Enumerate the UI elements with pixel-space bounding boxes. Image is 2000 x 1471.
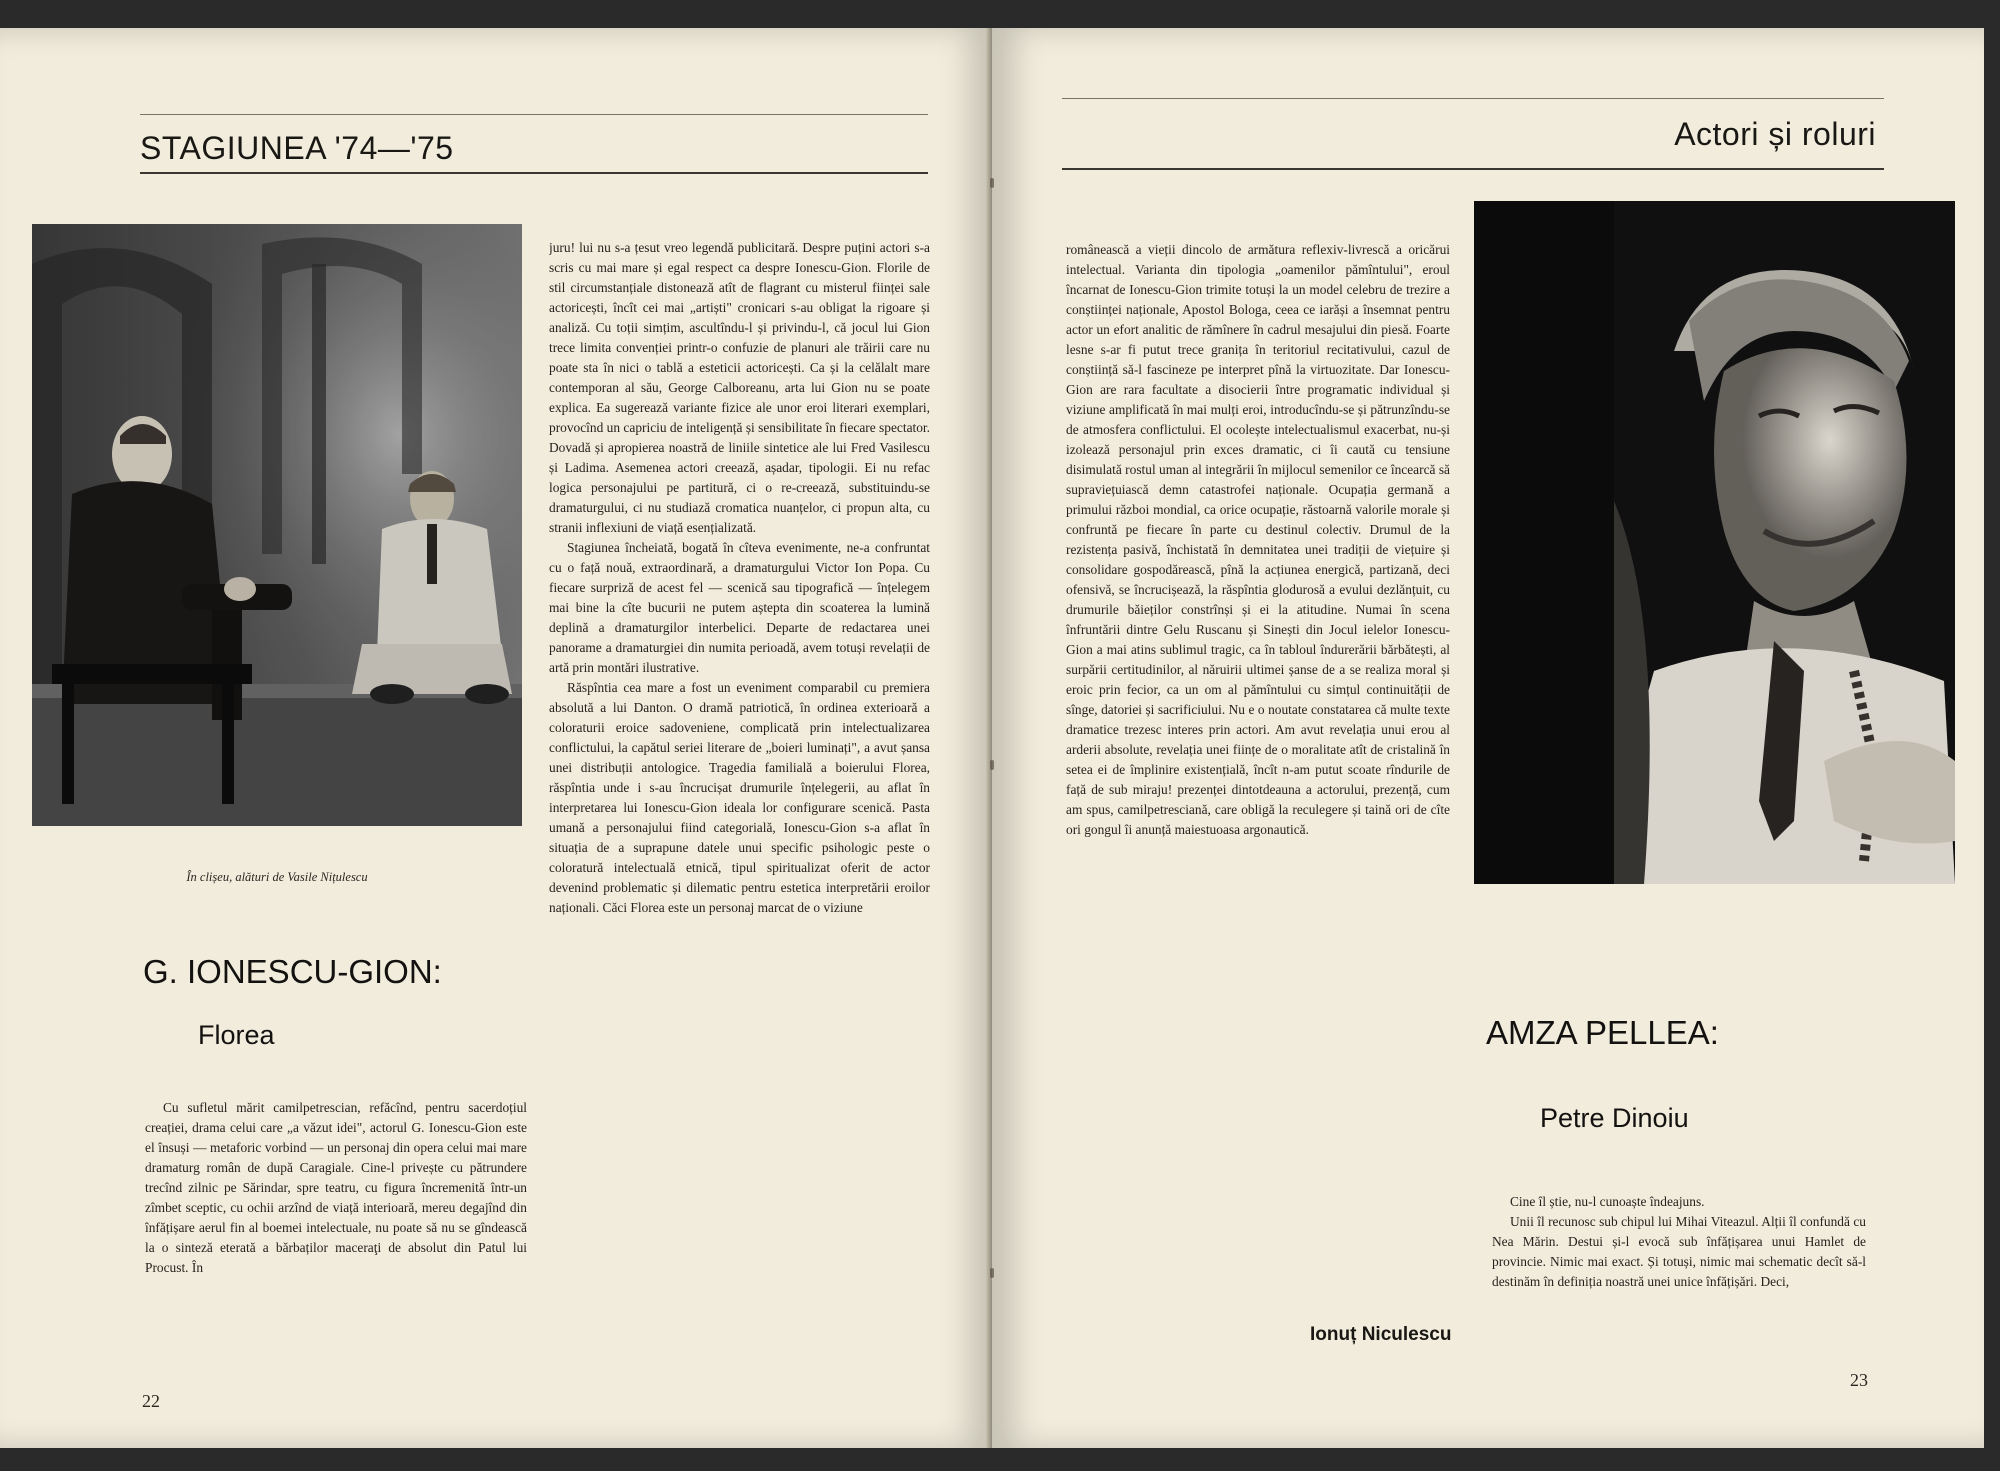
header-rule-top-right [1062,98,1884,99]
page-number-right: 23 [1850,1370,1868,1390]
article-actor-name: G. IONESCU-GION: [143,953,442,990]
header-rule-bottom-right [1062,168,1884,170]
left-column-1 [145,1098,527,1373]
stage-photo-ionescu-gion [32,224,522,826]
right-page [992,28,1984,1448]
left-col2-paragraph-1: juru! lui nu s-a țesut vreo legendă publicitară. Despre puțini actori s-a scris cu mai mare și egal respect ca despre Ionescu-Gion. Florile de stil circumstanțiale distonează atît de flagrant cu misterul ființei sale actoricești, încît cei mai „artiști" cronicari s-au obligat la rigoare și analiză. Cu toții simțim, ascultîndu-l și privindu-l, că jocul lui Gion trece limita convenției printr-o confuzie de planuri ale trăirii care nu poate sta în nici o tablă a esteticii actoricești. Ca și la celălalt mare contemporan al său, George Calboreanu, arta lui Gion nu se poate explica. Ea sugerează variante fizice ale unor eroi literari exemplari, provocînd un capriciu de inteligență și sensibilitate în fiecare spectator. Dovadă și apropierea noastră de liniile sintetice ale lui Fred Vasilescu și Ladima. Asemenea actori creează, așadar, tipologii. Ei nu refac logica personajului pe partitură, ci o re-creează, substituindu-se dramaturgului, ci nu studiază cromatica nuanțelor, ci propun alta, cu stranii inflexiuni de viață esențializată. [549,240,930,535]
left-page [0,28,992,1448]
article-role-title: Florea [198,1020,275,1050]
portrait-photo-amza-pellea [1474,201,1955,884]
left-column-2 [549,238,930,1370]
right-column-1 [1066,240,1450,1290]
right-column-2 [1492,1192,1866,1352]
article-author: Ionuț Niculescu [1310,1324,1452,1345]
article-role-title-right: Petre Dinoiu [1540,1103,1689,1133]
right-col1-paragraph: românească a vieții dincolo de armătura reflexiv-livrescă a oricărui intelectual. Varianta din tipologia „oamenilor pămîntului", eroul încarnat de Ionescu-Gion trimite totuși la un model celebru de trezire a conștiinței naționale, Apostol Bologa, ceea ce iarăși a însemnat pentru actor un efort analitic de rămînere în cadrul mesajului din piesă. Foarte lesne s-ar fi putut trece granița în teritoriul recitativului, cazul de conștiință să-l fascineze pe interpret pînă la virtuozitate. Dar Ionescu-Gion are rara facultate a disocierii între programatic individual și viziune amplificată în mai mulți eroi, introducîndu-se și pătrunzîndu-se de atmosfera conflictului. El ocolește intelectualismul exacerbat, nu-și izolează personajul prin exces dramatic, ci îi caută cu tensiune disimulată rostul uman al integrării în mijlocul semenilor ce încearcă să supraviețuiască demn catastrofei naționale. Ocupația germană a primului război mondial, ca orice ocupație, răstoarnă valorile morale și confruntă pe fiecare în parte cu destinul colectiv. Drumul de la rezistența pasivă, închistată în demnitatea unei tradiții de viețuire și consolidare gospodărească, pînă la acțiunea energică, partizană, deci ofensivă, se încrucișează, la răspîntia glodurosă a evului dezlănțuit, cu drumurile băieților constrînși și ei la atitudine. Numai în scena înfruntării dintre Gelu Ruscanu și Sinești din Jocul ielelor Ionescu-Gion a mai atins sublimul tragic, ca în tabloul îndurerării bărbătești, al surpării certitudinilor, al năruirii ultimei șanse de a se realiza moral și eroic prin fecior, ca un om al pămîntului cu simțul continuității de sînge, datoriei și sacrificiului. Nu e o noutate constatarea că multe texte dramatice trezesc interes prin actori. Am avut revelația unui erou al arderii absolute, revelația unei ființe de o moralitate atît de cristalină în setea ei de împlinire existențială, încît n-am putut scoate rîndurile de față de sub miraju! prezenței dintotdeauna a actorului, prezență, cum am spus, camilpetresciană, care obligă la reculegere și taină ori de cîte ori gongul îi anunță maiestuoasa argonautică. [1066,242,1450,837]
header-rule-bottom [140,172,928,174]
page-number-left: 22 [142,1391,160,1411]
stage-photo-image [32,224,522,826]
header-rule-top [140,114,928,115]
photo-caption: În clișeu, alături de Vasile Nițulescu [186,870,368,884]
right-col2-paragraph-2: Unii îl recunosc sub chipul lui Mihai Viteazul. Alții îl confundă cu Nea Mărin. Destui și-l evocă sub înfățișarea unui Hamlet de provincie. Nimic mai exact. Și totuși, nimic mai schematic decît să-l destinăm în definiția noastră unei unice înfățișări. Deci, [1492,1214,1866,1289]
page-header-title-right: Actori și roluri [1674,116,1876,152]
binding-mark [990,760,994,770]
left-col2-paragraph-3: Răspîntia cea mare a fost un eveniment comparabil cu premiera absolută a lui Danton. O dramă patriotică, în ordinea exterioară a coloraturii eroice sadoveniene, complicată prin intelectualizarea conflictului, la capătul seriei literare de „boieri luminați", a avut șansa unei distribuții antologice. Tragedia familială a boierului Florea, răspîntia unde i s-au încrucișat drumurile înțelegerii, au aflat în interpretarea lui Ionescu-Gion ideala lor configurare scenică. Pasta umană a personajului fiind categorială, Ionescu-Gion s-a aflat în situația de a suprapune datele unui specific psihologic peste o coloratură intelectuală etnică, tipul spiritualizat oferit de actor devenind problematic și dilematic pentru estetica interpretării eroilor naționali. Căci Florea este un personaj marcat de o viziune [549,680,930,915]
article-actor-name-right: AMZA PELLEA: [1486,1014,1719,1051]
binding-mark [990,1268,994,1278]
portrait-photo-image [1474,201,1955,884]
binding-mark [990,178,994,188]
left-col2-paragraph-2: Stagiunea încheiată, bogată în cîteva evenimente, ne-a confruntat cu o față nouă, extraordinară, a dramaturgului Victor Ion Popa. Cu fiecare surpriză de acest fel — scenică sau tipografică — înțelegem mai bine la cîte bucurii ne putem aștepta din scoaterea la lumină deplină a dramaturgilor interbelici. Departe de redactarea unei panorame a dramaturgiei din numita perioadă, avem totuși revelații de artă prin montări ilustrative. [549,540,930,675]
left-col1-paragraph: Cu sufletul mărit camilpetrescian, refăcînd, pentru sacerdoțiul creației, drama celui care „a văzut idei", actorul G. Ionescu-Gion este el însuși — metaforic vorbind — un personaj din opera celui mai mare dramaturg român de după Caragiale. Cine-l privește cu pătrundere trecînd zilnic pe Sărindar, spre teatru, cu figura încremenită într-un zîmbet sceptic, cu ochii arzînd de viață interioară, mereu degajînd din înfățișare aerul fin al boemei intelectuale, nu poate să nu se gîndească la o sinteză eterată a bărbaților maceraţi de absolut din Patul lui Procust. În [145,1100,527,1275]
page-header-title: STAGIUNEA '74—'75 [140,130,454,166]
right-col2-paragraph-1: Cine îl știe, nu-l cunoaște îndeajuns. [1510,1194,1705,1209]
